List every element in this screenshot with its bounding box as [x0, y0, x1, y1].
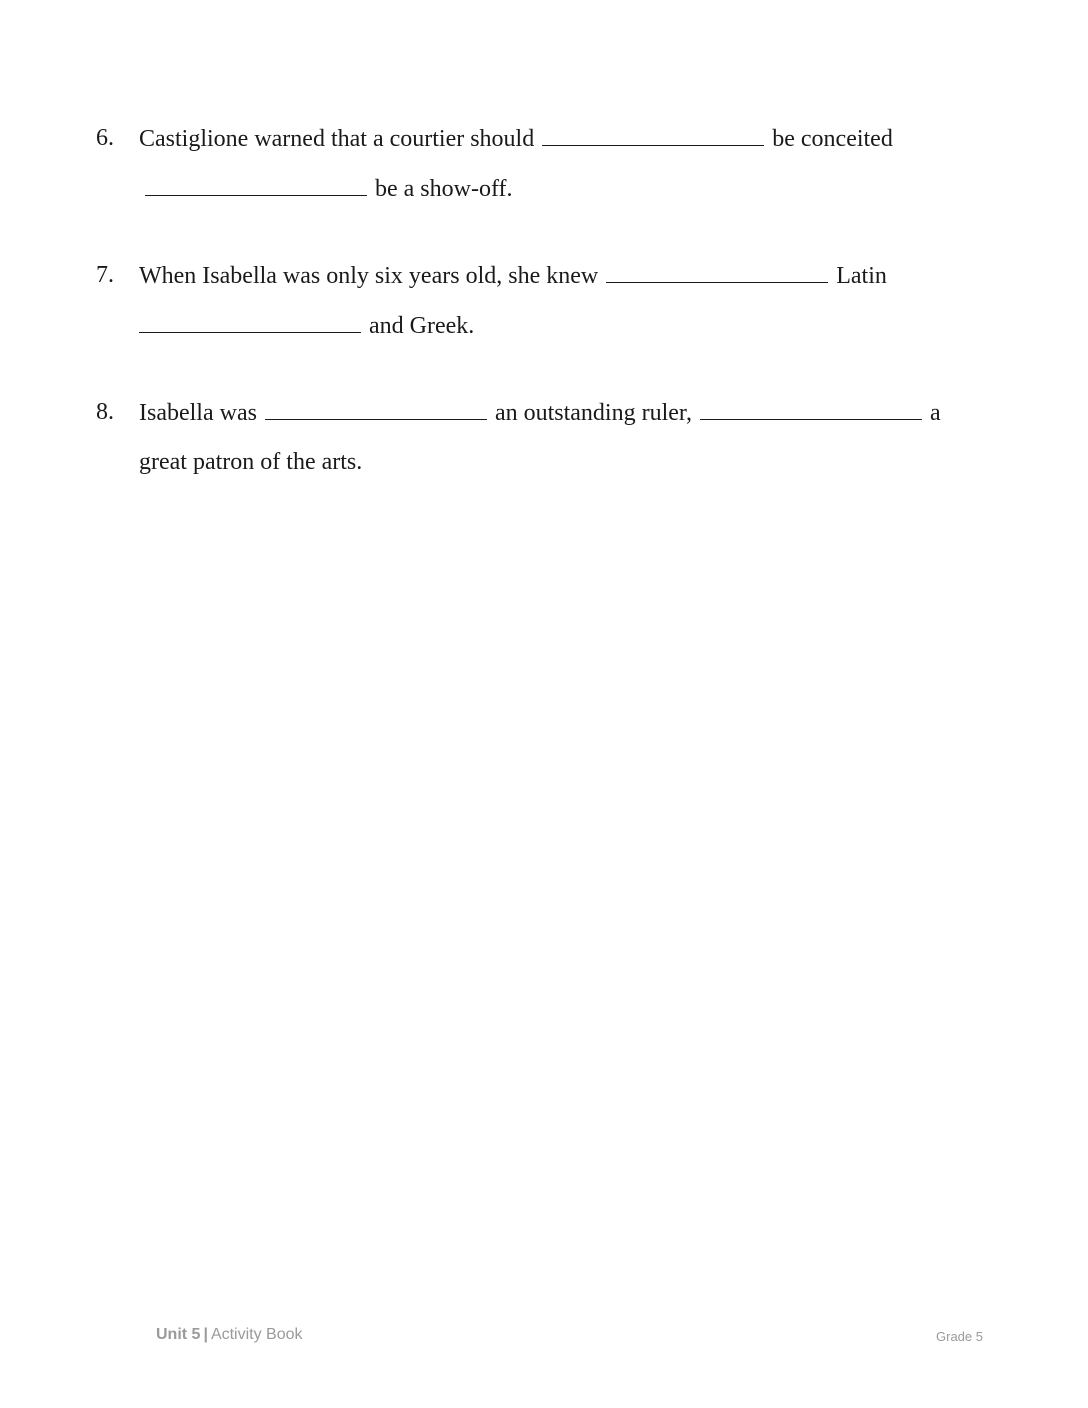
question-text: a: [929, 400, 941, 426]
answer-blank[interactable]: [606, 260, 828, 283]
question-line-1: [139, 123, 893, 154]
answer-blank[interactable]: [700, 397, 922, 420]
question-number: 8.: [96, 399, 114, 425]
question-number: 6.: [96, 125, 114, 151]
footer-unit-label: [156, 1325, 303, 1345]
footer-book: Activity Book: [210, 1326, 303, 1343]
question-line-2: [145, 173, 513, 204]
footer-separator: |: [203, 1326, 208, 1343]
footer-unit: Unit 5: [156, 1326, 201, 1343]
answer-blank[interactable]: [139, 310, 361, 333]
question-text: be conceited: [772, 126, 893, 152]
answer-blank[interactable]: [542, 123, 764, 146]
question-text: Isabella was: [139, 400, 257, 426]
question-text: Castiglione warned that a courtier should: [139, 126, 535, 152]
question-line-1: [139, 397, 941, 428]
question-number: 7.: [96, 262, 114, 288]
question-text: and Greek.: [369, 313, 475, 339]
question-line-2: [139, 310, 474, 341]
answer-blank[interactable]: [265, 397, 487, 420]
question-line-1: [139, 260, 887, 291]
question-text: When Isabella was only six years old, she knew: [139, 263, 599, 289]
question-text: be a show-off.: [375, 176, 513, 202]
question-text: great patron of the arts.: [139, 449, 363, 475]
answer-blank[interactable]: [145, 173, 367, 196]
footer-grade: Grade 5: [936, 1329, 983, 1344]
question-text: Latin: [836, 263, 887, 289]
question-line-2: [139, 447, 362, 477]
question-text: an outstanding ruler,: [494, 400, 692, 426]
